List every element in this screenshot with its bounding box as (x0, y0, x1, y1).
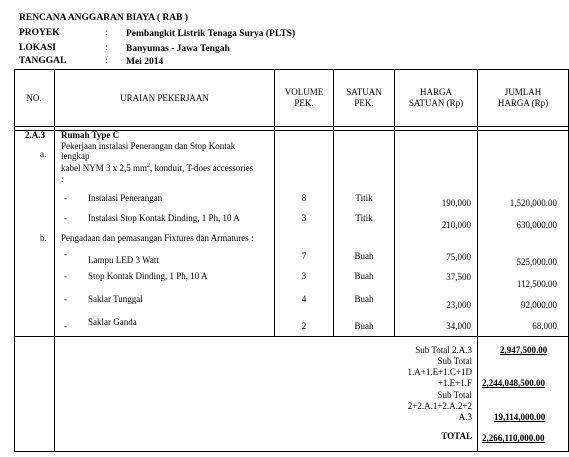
item-volume: 7 (301, 251, 307, 261)
sub-a-desc-line3: kabel NYM 3 x 2,5 $mm^2$, konduit, T-does accessories (61, 163, 254, 173)
col-header-jumlah-1: JUMLAH (504, 87, 542, 97)
sub-a-desc-line2: lengkap (61, 151, 90, 161)
item-jumlah: 68,000 (532, 321, 557, 331)
col-border-no (54, 69, 55, 452)
total-label: TOTAL (441, 431, 472, 441)
sub-a-number: a. (40, 149, 47, 159)
project-label: PROYEK (19, 28, 60, 38)
item-name: Instalasi Penerangan (88, 193, 163, 203)
col-header-no: NO. (26, 93, 42, 103)
item-name: Lampu LED 3 Watt (88, 255, 159, 265)
item-harga: 210,000 (441, 220, 471, 230)
date-label: TANGGAL (19, 56, 67, 66)
item-name: Saklar Ganda (88, 317, 137, 327)
item-volume: 3 (301, 271, 307, 281)
subtotal3-label-3: A.3 (458, 412, 472, 422)
item-satuan: Buah (354, 251, 374, 261)
item-name: Saklar Tunggal (88, 294, 143, 304)
item-volume: 4 (301, 294, 307, 304)
item-volume: 8 (301, 193, 307, 203)
col-header-satuan-2: PEK. (354, 98, 374, 108)
item-harga: 37,500 (446, 272, 471, 282)
item-dash: - (64, 321, 67, 331)
item-harga: 75,000 (446, 252, 471, 262)
item-harga: 190,000 (441, 198, 471, 208)
item-volume: 3 (301, 213, 307, 223)
item-satuan: Buah (354, 271, 374, 281)
col-header-harga-1: HARGA (419, 87, 452, 97)
col-header-volume-1: VOLUME (284, 87, 324, 97)
item-dash: - (64, 193, 67, 203)
section-title: Rumah Type C (61, 130, 120, 140)
subtotal2-label-3: +1.E+1.F (437, 378, 472, 388)
item-jumlah: 112,500.00 (516, 279, 557, 289)
subtotal-label: Sub Total 2.A.3 (415, 345, 472, 355)
item-harga: 23,000 (446, 300, 471, 310)
col-header-jumlah-2: HARGA (Rp) (497, 98, 549, 108)
subtotal2-label-2: 1.A+1.E+1.C+1D (407, 367, 472, 377)
col-header-volume-2: PEK. (294, 98, 314, 108)
item-satuan: Buah (354, 294, 374, 304)
sub-a-desc-line1: Pekerjaan instalasi Penerangan dan Stop Kontak (61, 141, 236, 151)
item-volume: 2 (301, 321, 307, 331)
sub-b-number: b. (40, 233, 47, 243)
item-satuan: Titik (355, 193, 373, 203)
items-bottom-border (14, 336, 569, 337)
col-header-uraian: URAIAN PEKERJAAN (120, 93, 209, 103)
item-jumlah: 630,000.00 (516, 220, 557, 230)
col-header-satuan-1: SATUAN (346, 87, 382, 97)
item-dash: - (64, 271, 67, 281)
location-colon: : (105, 43, 108, 53)
section-number: 2.A.3 (25, 130, 45, 140)
location-value: Banyumas - Jawa Tengah (126, 44, 230, 54)
item-jumlah: 92,000.00 (521, 300, 557, 310)
date-colon: : (105, 56, 108, 66)
item-name: Instalasi Stop Kontak Dinding, 1 Ph, 10 A (88, 213, 240, 223)
subtotal3-label-2: 2+2.A.1+2.A.2+2 (407, 401, 472, 411)
subtotal2-value: 2,244,048,500.00 (482, 378, 545, 388)
date-value: Mei 2014 (126, 57, 164, 67)
project-colon: : (105, 28, 108, 38)
item-dash: - (64, 249, 67, 259)
header-bottom-border (14, 126, 569, 127)
total-value: 2,266,110,000.00 (482, 433, 545, 443)
sub-b-desc: Pengadaan dan pemasangan Fixtures dan Armatures : (61, 233, 254, 243)
table-top-border (14, 69, 569, 70)
col-header-harga-2: SATUAN (Rp) (408, 98, 464, 108)
item-satuan: Buah (354, 321, 374, 331)
document-title: RENCANA ANGGARAN BIAYA ( RAB ) (19, 13, 189, 23)
project-value: Pembangkit Listrik Tenaga Surya (PLTS) (126, 29, 296, 39)
item-jumlah: 1,520,000.00 (509, 198, 557, 208)
item-satuan: Titik (355, 213, 373, 223)
col-border-left (14, 69, 15, 452)
item-harga: 34,000 (446, 321, 471, 331)
subtotal2-label-1: Sub Total (437, 356, 472, 366)
item-name: Stop Kontak Dinding, 1 Ph, 10 A (88, 271, 208, 281)
sub-a-desc-line4: : (61, 174, 64, 184)
table-bottom-border (14, 451, 569, 452)
subtotal-value: 2,947,500.00 (500, 345, 548, 355)
subtotal3-value: 19,114,000.00 (494, 412, 546, 422)
item-dash: - (64, 213, 67, 223)
item-jumlah: 525,000.00 (516, 257, 557, 267)
subtotal3-label-1: Sub Total (437, 390, 472, 400)
location-label: LOKASI (19, 43, 56, 53)
item-dash: - (64, 294, 67, 304)
